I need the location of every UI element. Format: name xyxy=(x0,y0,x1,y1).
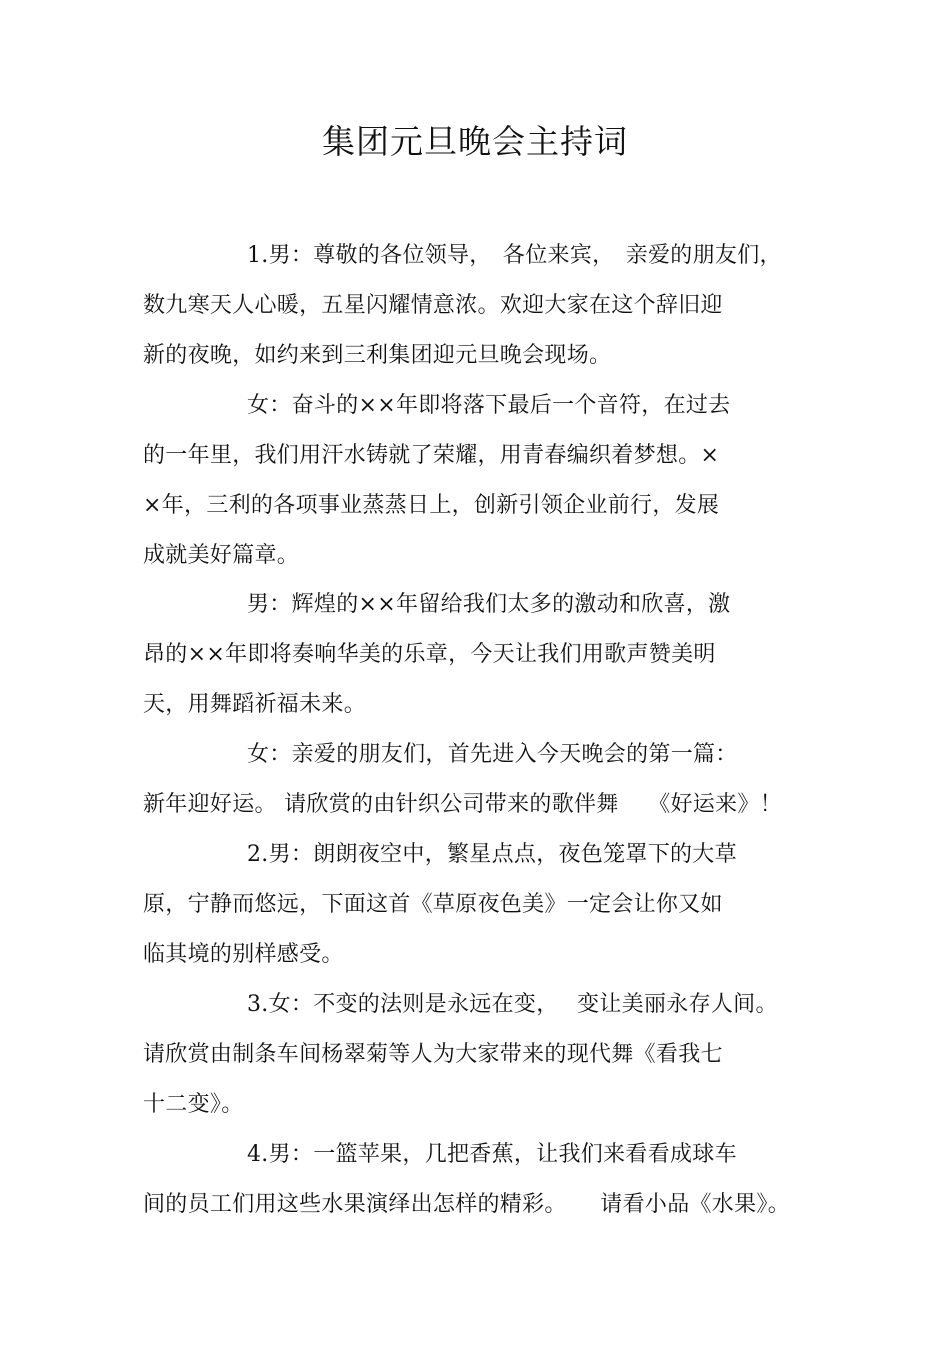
document-title: 集团元旦晚会主持词 xyxy=(322,122,628,161)
paragraph-line: 请欣赏由制条车间杨翠菊等人为大家带来的现代舞《看我七 xyxy=(143,1042,723,1067)
paragraph-line: 原，宁静而悠远，下面这首《草原夜色美》一定会让你又如 xyxy=(143,892,723,917)
paragraph-line: 男：辉煌的××年留给我们太多的激动和欣喜，激 xyxy=(247,592,731,617)
paragraph-line: 新年迎好运。 请欣赏的由针织公司带来的歌伴舞 《好运来》！ xyxy=(143,792,782,817)
paragraph-line: 的一年里，我们用汗水铸就了荣耀，用青春编织着梦想。× xyxy=(143,443,720,468)
paragraph-line: 昂的××年即将奏响华美的乐章，今天让我们用歌声赞美明 xyxy=(143,642,716,667)
paragraph-line: 4.男：一篮苹果，几把香蕉，让我们来看看成球车 xyxy=(247,1142,737,1167)
paragraph-line: 临其境的别样感受。 xyxy=(143,942,344,967)
paragraph-line: 成就美好篇章。 xyxy=(143,543,300,568)
paragraph-line: 数九寒天人心暖，五星闪耀情意浓。欢迎大家在这个辞旧迎 xyxy=(143,293,723,318)
paragraph-line: 十二变》。 xyxy=(143,1092,244,1117)
paragraph-line: ×年，三利的各项事业蒸蒸日上，创新引领企业前行，发展 xyxy=(143,493,720,518)
paragraph-line: 3.女：不变的法则是永远在变， 变让美丽永存人间。 xyxy=(247,992,778,1017)
paragraph-line: 天，用舞蹈祈福未来。 xyxy=(143,692,367,717)
paragraph-line: 间的员工们用这些水果演绎出怎样的精彩。 请看小品《水果》。 xyxy=(143,1192,791,1217)
paragraph-line: 女：奋斗的××年即将落下最后一个音符，在过去 xyxy=(247,393,731,418)
paragraph-line: 1.男：尊敬的各位领导， 各位来宾， 亲爱的朋友们， xyxy=(247,243,782,268)
paragraph-line: 2.男：朗朗夜空中，繁星点点，夜色笼罩下的大草 xyxy=(247,842,737,867)
paragraph-line: 女：亲爱的朋友们，首先进入今天晚会的第一篇： xyxy=(247,742,738,767)
paragraph-line: 新的夜晚，如约来到三利集团迎元旦晚会现场。 xyxy=(143,343,612,368)
